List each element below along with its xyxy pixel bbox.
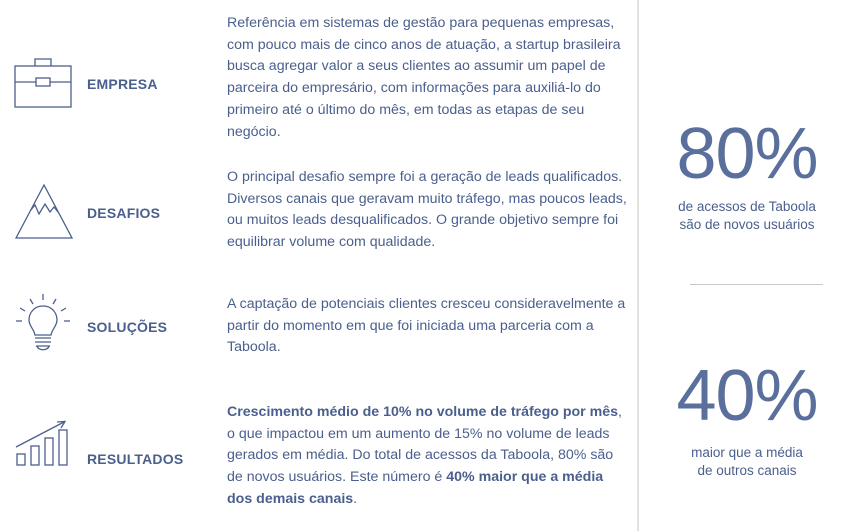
highlight-text: Crescimento médio de 10% no volume de tráfego por mês — [227, 404, 619, 420]
briefcase-icon — [14, 56, 72, 108]
stat-value: 80% — [676, 114, 818, 194]
horizontal-divider — [690, 284, 823, 285]
mountain-icon — [14, 182, 74, 240]
section-empresa — [0, 0, 636, 160]
section-desafios — [0, 160, 636, 280]
section-label: SOLUÇÕES — [87, 319, 168, 335]
body-text: , o que impactou em um aumento de 15% no volume de leads gerados em média. Do total de acessos da Taboola, 80% são de novos usuários. Este número é — [227, 404, 622, 486]
stat-desc-line: são de novos usuários — [679, 217, 815, 232]
section-text: A captação de potenciais clientes cresceu consideravelmente a partir do momento em que foi iniciada uma parceria com a Taboola. — [227, 296, 626, 356]
section-text — [227, 402, 627, 511]
section-label: EMPRESA — [87, 76, 158, 92]
stat-desc-line: de outros canais — [697, 463, 797, 478]
stat-desc-line: maior que a média — [691, 445, 803, 460]
stat-above-average — [640, 356, 854, 480]
section-text: O principal desafio sempre foi a geração de leads qualificados. Diversos canais que geravam muito tráfego, mas poucos leads, ou muitos leads desqualificados. O grande objetivo sempre foi equilibrar volume com qualidade. — [227, 169, 627, 251]
section-text: Referência em sistemas de gestão para pequenas empresas, com pouco mais de cinco anos de atuação, a startup brasileira busca agregar valor a seus clientes ao assumir um papel de parceira do empresário, com informações para auxiliá-lo do primeiro até o último do mês, em todas as etapas de seu negócio. — [227, 15, 621, 140]
growth-chart-icon — [14, 420, 72, 466]
stat-new-users — [640, 114, 854, 234]
stat-description — [640, 444, 854, 480]
stat-desc-line: de acessos de Taboola — [678, 199, 816, 214]
highlight-text: 40% maior que a média dos demais canais — [227, 469, 604, 507]
stat-description — [640, 198, 854, 234]
vertical-divider — [637, 0, 639, 531]
lightbulb-icon — [14, 293, 72, 359]
section-label: DESAFIOS — [87, 205, 161, 221]
stat-value: 40% — [676, 356, 818, 436]
section-solucoes — [0, 280, 636, 390]
section-resultados — [0, 390, 636, 531]
section-label: RESULTADOS — [87, 451, 184, 467]
body-text: . — [353, 490, 358, 507]
